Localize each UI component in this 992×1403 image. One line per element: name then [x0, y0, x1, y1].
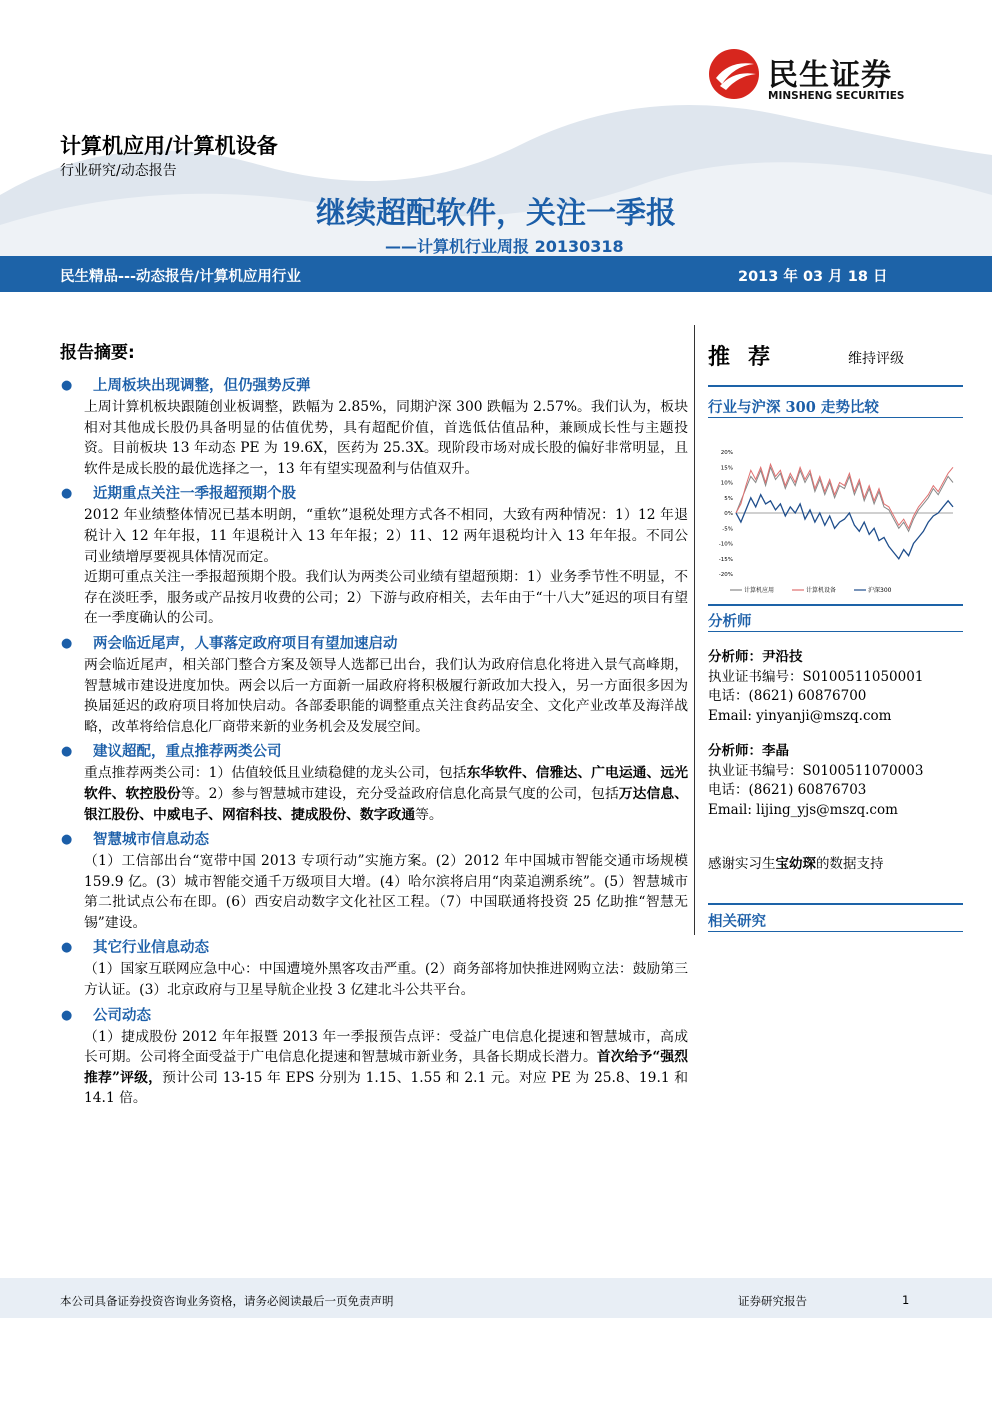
bullet-icon: ● [61, 940, 73, 956]
series-line [736, 467, 953, 531]
divider [708, 604, 963, 606]
band-category: 民生精品---动态报告/计算机应用行业 [60, 269, 301, 285]
trend-chart [708, 440, 963, 600]
divider [708, 385, 963, 387]
analysts-title: 分析师 [708, 613, 752, 630]
section-heading: ● 其它行业信息动态 [60, 937, 688, 959]
bullet-icon: ● [61, 744, 73, 760]
rating-label: 推荐 [708, 345, 789, 370]
section-heading: ● 两会临近尾声，人事落定政府项目有望加速启动 [60, 633, 688, 655]
legend-label: 计算机应用 [744, 587, 775, 594]
paragraph: 近期可重点关注一季报超预期个股。我们认为两类公司业绩有望超预期：1）业务季节性不明显，不存在淡旺季，服务或产品按月收费的公司；2）下游与政府相关，去年由于“十八大”延迟的项目有望在一季度确认的公司。 [84, 569, 688, 627]
y-tick-label: -5% [722, 526, 733, 533]
header-band [0, 256, 992, 292]
y-tick-label: -20% [718, 572, 733, 578]
logo-cn-text: 民生证券 [768, 58, 892, 93]
section [60, 937, 688, 1000]
legend-label: 沪深300 [868, 587, 892, 594]
divider [708, 417, 963, 418]
analyst-cert: 执业证书编号：S0100511070003 [708, 762, 924, 779]
section-heading: ● 近期重点关注一季报超预期个股 [60, 483, 688, 505]
paragraph: 2012 年业绩整体情况已基本明朗，“重软”退税处理方式各不相同，大致有两种情况：1）12 年退税计入 12 年年报，11 年退税计入 13 年年报；2）11、12 两年退税均计入 13 年年报。不同公司业绩增厚要视具体情况而定。 [84, 507, 688, 565]
section-heading: ● 智慧城市信息动态 [60, 829, 688, 851]
section [60, 741, 688, 825]
y-tick-label: 20% [720, 450, 733, 456]
divider [708, 931, 963, 932]
section-heading: ● 建议超配，重点推荐两类公司 [60, 741, 688, 763]
report-title: 继续超配软件，关注一季报 [316, 196, 676, 231]
rating-box [708, 340, 963, 371]
paragraph: 重点推荐两类公司：1）估值较低且业绩稳健的龙头公司，包括东华软件、信雅达、广电运通、远光软件、软控股份等。2）参与智慧城市建设，充分受益政府信息化高景气度的公司，包括万达信息、银江股份、中威电子、网宿科技、捷成股份、数字政通等。 [84, 765, 689, 823]
footer-doc-type: 证券研究报告 [738, 1294, 807, 1308]
analyst-cert: 执业证书编号：S0100511050001 [708, 668, 924, 685]
y-tick-label: -10% [718, 541, 733, 548]
section [60, 829, 688, 933]
section [60, 483, 688, 629]
company-logo [708, 48, 938, 108]
industry-title: 计算机应用/计算机设备 [60, 134, 278, 158]
section-heading: ● 公司动态 [60, 1005, 688, 1027]
bullet-icon: ● [61, 635, 73, 651]
paragraph: （1）捷成股份 2012 年年报暨 2013 年一季报预告点评：受益广电信息化提速和智慧城市，高成长可期。公司将全面受益于广电信息化提速和智慧城市新业务，具备长期成长潜力。首次给予“强烈推荐”评级，预计公司 13-15 年 EPS 分别为 1.15、1.55 和 2.1 元。对应 PE 为 25.8、19.1 和 14.1 倍。 [84, 1028, 689, 1107]
y-tick-label: 10% [720, 480, 733, 487]
paragraph: （1）国家互联网应急中心：中国遭境外黑客攻击严重。(2）商务部将加快推进网购立法：鼓励第三方认证。(3）北京政府与卫星导航企业投 3 亿建北斗公共平台。 [84, 961, 688, 999]
section-heading: ● 上周板块出现调整，但仍强势反弹 [60, 375, 688, 397]
bullet-icon: ● [61, 832, 73, 848]
bullet-icon: ● [61, 486, 73, 502]
chart-title: 行业与沪深 300 走势比较 [708, 399, 879, 416]
thanks-note: 感谢实习生宝幼琛的数据支持 [708, 856, 884, 872]
analyst-1: 分析师：尹沿技 执业证书编号：S0100511050001 电话：(8621) 60876700 Email: yinyanji@mszq.com [708, 648, 923, 726]
y-tick-label: -15% [718, 556, 733, 563]
paragraph: 两会临近尾声，相关部门整合方案及领导人选都已出台，我们认为政府信息化将进入景气高峰期，智慧城市建设进度加快。两会以后一方面新一届政府将积极履行新政加大投入，另一方面很多因为换届延迟的政府项目将加快启动。各部委职能的调整重点关注食药品安全、文化产业改革及海洋战略，改革将给信息化厂商带来新的业务机会及发展空间。 [84, 656, 688, 735]
section [60, 375, 688, 479]
footer-disclaimer: 本公司具备证券投资咨询业务资格，请务必阅读最后一页免责声明 [60, 1294, 394, 1308]
bullet-icon: ● [61, 1007, 73, 1023]
page-number: 1 [902, 1293, 910, 1307]
analyst-name: 尹沿技 [762, 649, 803, 665]
y-tick-label: 0% [724, 511, 733, 517]
analyst-tel: 电话：(8621) 60876703 [708, 782, 867, 798]
legend-label: 计算机设备 [806, 587, 837, 594]
related-research-title: 相关研究 [708, 913, 766, 930]
analyst-email: Email: lijing_yjs@mszq.com [708, 801, 898, 818]
analyst-email: Email: yinyanji@mszq.com [708, 707, 892, 724]
analyst-name: 李晶 [762, 743, 789, 759]
section [60, 633, 688, 737]
section [60, 1005, 688, 1109]
report-type: 行业研究/动态报告 [60, 163, 177, 179]
column-divider [694, 325, 695, 935]
logo-en-text: MINSHENG SECURITIES [768, 90, 905, 102]
divider [708, 631, 963, 632]
analyst-tel: 电话：(8621) 60876700 [708, 688, 867, 704]
y-tick-label: 15% [720, 465, 733, 472]
y-tick-label: 5% [724, 495, 733, 502]
logo-emblem-icon [708, 48, 760, 100]
report-subtitle: ——计算机行业周报 20130318 [385, 237, 624, 256]
paragraph: 上周计算机板块跟随创业板调整，跌幅为 2.85%，同期沪深 300 跌幅为 2.57%。我们认为，板块相对其他成长股仍具备明显的估值优势，具有超配价值，首选低估值品种，兼顾成长性与主题投资。目前板块 13 年动态 PE 为 19.6X，医药为 25.3X。现阶段市场对成长股的偏好非常明显，且软件是成长股的最优选择之一，13 年有望实现盈利与估值双升。 [84, 399, 688, 477]
analyst-2: 分析师：李晶 执业证书编号：S0100511070003 电话：(8621) 60876703 Email: lijing_yjs@mszq.com [708, 742, 923, 820]
abstract-column [60, 338, 688, 1109]
rating-status: 维持评级 [848, 351, 904, 367]
divider [708, 903, 963, 905]
band-date: 2013 年 03 月 18 日 [738, 269, 888, 285]
abstract-title: 报告摘要: [60, 343, 135, 363]
paragraph: （1）工信部出台“宽带中国 2013 专项行动”实施方案。(2）2012 年中国城市智能交通市场规模 159.9 亿。(3）城市智能交通千万级项目大增。(4）哈尔滨将启用“肉菜追溯系统”。(5）智慧城市第二批试点公布在即。(6）西安启动数字文化社区工程。（7）中国联通将投资 25 亿助推“智慧无锡”建设。 [84, 853, 688, 931]
bullet-icon: ● [61, 378, 73, 393]
